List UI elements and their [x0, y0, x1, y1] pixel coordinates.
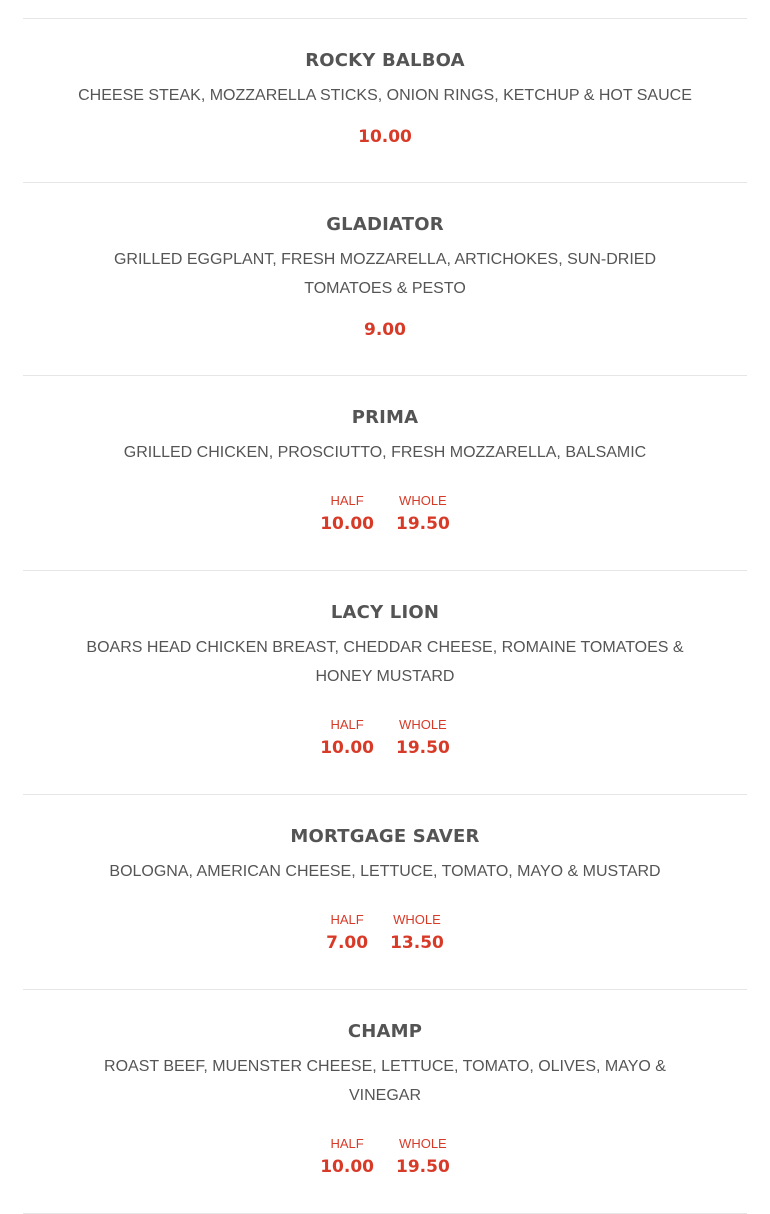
- half-price: 10.00: [320, 1157, 374, 1177]
- half-label: HALF: [330, 717, 364, 732]
- half-label: HALF: [330, 493, 364, 508]
- whole-price: 19.50: [396, 738, 450, 758]
- item-description: ROAST BEEF, MUENSTER CHEESE, LETTUCE, TOMATO, OLIVES, MAYO & VINEGAR: [104, 1058, 666, 1104]
- menu-item-gladiator: [23, 183, 747, 376]
- whole-label: WHOLE: [399, 493, 447, 508]
- half-price: 10.00: [320, 738, 374, 758]
- half-price-column: [326, 912, 368, 954]
- whole-price-column: [396, 717, 450, 759]
- item-description: CHEESE STEAK, MOZZARELLA STICKS, ONION RINGS, KETCHUP & HOT SAUCE: [78, 87, 692, 104]
- whole-price: 19.50: [396, 514, 450, 534]
- half-price: 7.00: [326, 933, 369, 953]
- item-name: CHAMP: [347, 1021, 423, 1042]
- menu-item-lacy-lion: [23, 571, 747, 795]
- whole-label: WHOLE: [399, 1136, 447, 1151]
- half-price-column: [320, 717, 374, 759]
- item-name: PRIMA: [351, 407, 419, 428]
- item-description: GRILLED EGGPLANT, FRESH MOZZARELLA, ARTICHOKES, SUN-DRIED TOMATOES & PESTO: [113, 251, 657, 297]
- menu-item-rocky-balboa: [23, 19, 747, 183]
- price-row: [320, 717, 450, 759]
- item-name: MORTGAGE SAVER: [290, 826, 480, 847]
- whole-label: WHOLE: [399, 717, 447, 732]
- item-description: GRILLED CHICKEN, PROSCIUTTO, FRESH MOZZARELLA, BALSAMIC: [123, 444, 647, 461]
- half-label: HALF: [330, 1136, 364, 1151]
- menu-list: [23, 19, 747, 1214]
- item-description: BOLOGNA, AMERICAN CHEESE, LETTUCE, TOMATO, MAYO & MUSTARD: [109, 863, 661, 880]
- whole-price-column: [390, 912, 444, 954]
- half-price: 10.00: [320, 514, 374, 534]
- whole-price: 13.50: [390, 933, 444, 953]
- item-name: GLADIATOR: [326, 214, 444, 235]
- half-price-column: [320, 1136, 374, 1178]
- whole-price-column: [396, 1136, 450, 1178]
- price-row: [326, 912, 444, 954]
- item-description: BOARS HEAD CHICKEN BREAST, CHEDDAR CHEESE, ROMAINE TOMATOES & HONEY MUSTARD: [86, 639, 684, 685]
- item-price: 9.00: [364, 320, 406, 340]
- menu-item-prima: [23, 376, 747, 571]
- price-row: [320, 493, 450, 535]
- item-price: 10.00: [358, 127, 412, 147]
- menu-item-mortgage-saver: [23, 795, 747, 990]
- half-price-column: [320, 493, 374, 535]
- whole-label: WHOLE: [393, 912, 441, 927]
- price-row: [320, 1136, 450, 1178]
- menu-item-champ: [23, 990, 747, 1214]
- item-name: LACY LION: [330, 602, 440, 623]
- whole-price-column: [396, 493, 450, 535]
- half-label: HALF: [330, 912, 364, 927]
- whole-price: 19.50: [396, 1157, 450, 1177]
- item-name: ROCKY BALBOA: [305, 50, 465, 71]
